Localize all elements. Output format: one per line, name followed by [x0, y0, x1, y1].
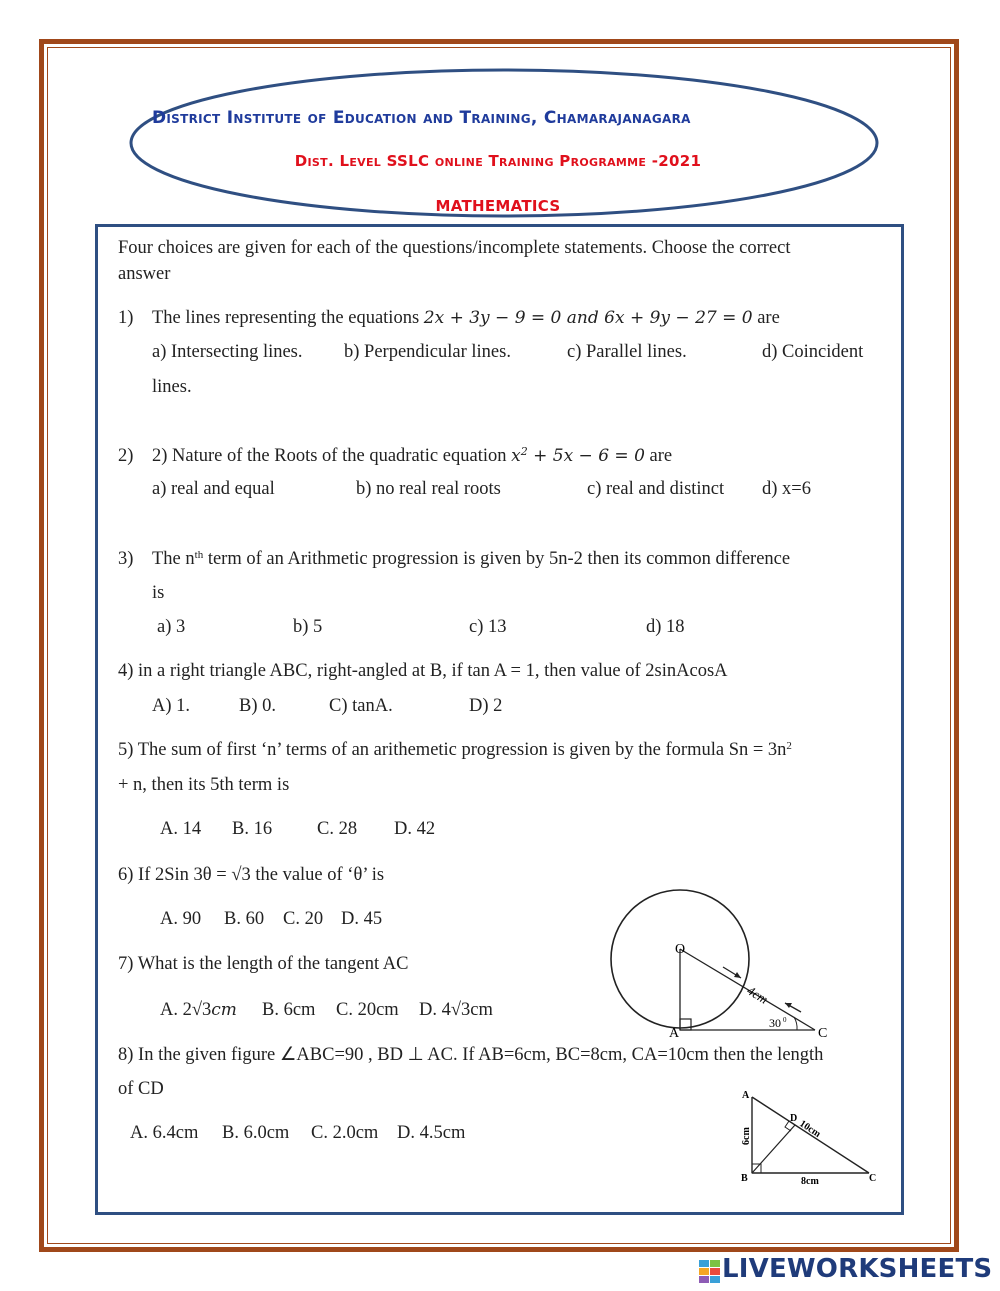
- q2-option-d[interactable]: d) x=6: [762, 479, 811, 499]
- q7-option-a-value: A. 2√3: [160, 1000, 212, 1020]
- q2-number: 2): [118, 446, 134, 466]
- q3-number: 3): [118, 549, 134, 569]
- q1-option-d-cont: lines.: [152, 377, 192, 397]
- instructions-line2: answer: [118, 264, 171, 284]
- q2-question: [152, 446, 672, 467]
- q7-label-a: A: [669, 1026, 680, 1040]
- q6-option-a[interactable]: A. 90: [160, 909, 202, 929]
- q1-equation: 2x + 3y − 9 = 0 and 6x + 9y − 27 = 0: [423, 308, 753, 328]
- q7-option-c[interactable]: C. 20cm: [336, 1000, 399, 1020]
- q7-label-angle: 30: [769, 1016, 781, 1030]
- q1-text: The lines representing the equations: [152, 308, 420, 328]
- q1-tail: are: [757, 308, 780, 328]
- q8-triangle-figure: [735, 1083, 885, 1188]
- programme-title: Dist. Level SSLC online Training Programme -2021: [294, 152, 702, 170]
- q3-option-d[interactable]: d) 18: [646, 617, 685, 637]
- q7-option-a[interactable]: [160, 1000, 237, 1021]
- instructions-line1: Four choices are given for each of the questions/incomplete statements. Choose the correct: [118, 238, 791, 258]
- q5-sup: 2: [786, 740, 792, 752]
- q3-option-c[interactable]: c) 13: [469, 617, 507, 637]
- q1-question: [152, 308, 780, 329]
- q8-label-d: D: [790, 1113, 798, 1124]
- q4-option-b[interactable]: B) 0.: [239, 696, 276, 716]
- q1-option-a[interactable]: a) Intersecting lines.: [152, 342, 303, 362]
- q2-tail: are: [649, 446, 673, 466]
- q7-option-b[interactable]: B. 6cm: [262, 1000, 316, 1020]
- q3-cont: is: [152, 583, 165, 603]
- institute-title: District Institute of Education and Training, Chamarajanagara: [152, 108, 691, 128]
- q8-label-b: B: [741, 1173, 748, 1184]
- q2-text: 2) Nature of the Roots of the quadratic equation: [152, 446, 507, 466]
- q8-cont: of CD: [118, 1079, 164, 1099]
- liveworksheets-brand[interactable]: LIVEWORKSHEETS: [722, 1254, 993, 1284]
- q6-question: 6) If 2Sin 3θ = √3 the value of ‘θ’ is: [118, 865, 385, 885]
- q3-pre: The n: [152, 549, 195, 569]
- q3-text: term of an Arithmetic progression is given by 5n-2 then its common difference: [203, 549, 791, 569]
- q3-option-b[interactable]: b) 5: [293, 617, 323, 637]
- q7-label-length: 4cm: [744, 982, 771, 1007]
- q1-option-c[interactable]: c) Parallel lines.: [567, 342, 687, 362]
- q7-label-degree: 0: [783, 1016, 787, 1024]
- q5-option-a[interactable]: A. 14: [160, 819, 202, 839]
- subject-title: MATHEMATICS: [435, 197, 561, 215]
- q5-cont: + n, then its 5th term is: [118, 775, 290, 795]
- q8-label-ab: 6cm: [741, 1127, 752, 1145]
- q2-equation: [511, 446, 645, 466]
- q8-label-a: A: [742, 1090, 750, 1101]
- questions-box: [95, 224, 904, 1215]
- q7-question: 7) What is the length of the tangent AC: [118, 954, 409, 974]
- q8-label-bc: 8cm: [801, 1176, 819, 1187]
- q3-question: [152, 549, 790, 570]
- q8-question: 8) In the given figure ∠ABC=90 , BD ⊥ AC. If AB=6cm, BC=8cm, CA=10cm then the length: [118, 1045, 824, 1065]
- q8-altitude-bd: [752, 1125, 795, 1173]
- q5-text: 5) The sum of first ‘n’ terms of an arithemetic progression is given by the formula Sn = 3n: [118, 740, 787, 760]
- q5-option-c[interactable]: C. 28: [317, 819, 358, 839]
- q1-number: 1): [118, 308, 134, 328]
- q6-option-b[interactable]: B. 60: [224, 909, 265, 929]
- q4-option-c[interactable]: C) tanA.: [329, 696, 393, 716]
- q7-label-o: O: [675, 942, 686, 957]
- q1-option-d[interactable]: d) Coincident: [762, 342, 864, 362]
- q8-option-c[interactable]: C. 2.0cm: [311, 1123, 379, 1143]
- q7-option-a-unit: cm: [211, 1000, 237, 1020]
- q4-option-a[interactable]: A) 1.: [152, 696, 191, 716]
- q8-option-d[interactable]: D. 4.5cm: [397, 1123, 466, 1143]
- q3-sup: th: [194, 549, 204, 561]
- q2-eq-sup: 2: [520, 445, 528, 458]
- q8-option-a[interactable]: A. 6.4cm: [130, 1123, 199, 1143]
- q5-option-d[interactable]: D. 42: [394, 819, 436, 839]
- q8-label-dc: 10cm: [797, 1118, 823, 1140]
- q1-option-b[interactable]: b) Perpendicular lines.: [344, 342, 511, 362]
- q8-option-b[interactable]: B. 6.0cm: [222, 1123, 290, 1143]
- q6-option-c[interactable]: C. 20: [283, 909, 324, 929]
- q6-option-d[interactable]: D. 45: [341, 909, 383, 929]
- q7-arrowhead-out: [785, 1003, 792, 1008]
- q7-label-c: C: [818, 1026, 828, 1040]
- q4-option-d[interactable]: D) 2: [469, 696, 503, 716]
- q2-eq-base: x: [511, 446, 521, 466]
- q4-question: 4) in a right triangle ABC, right-angled at B, if tan A = 1, then value of 2sinAcosA: [118, 661, 728, 681]
- q5-option-b[interactable]: B. 16: [232, 819, 273, 839]
- q2-option-c[interactable]: c) real and distinct: [587, 479, 725, 499]
- q7-option-d[interactable]: D. 4√3cm: [419, 1000, 493, 1020]
- q2-option-b[interactable]: b) no real real roots: [356, 479, 501, 499]
- liveworksheets-logo-icon: [699, 1260, 721, 1284]
- q2-eq-rest: + 5x − 6 = 0: [527, 446, 645, 466]
- q5-question: [118, 740, 792, 761]
- q3-option-a[interactable]: a) 3: [157, 617, 186, 637]
- q2-option-a[interactable]: a) real and equal: [152, 479, 275, 499]
- q7-tangent-figure: [605, 885, 840, 1040]
- q8-label-c: C: [869, 1173, 877, 1184]
